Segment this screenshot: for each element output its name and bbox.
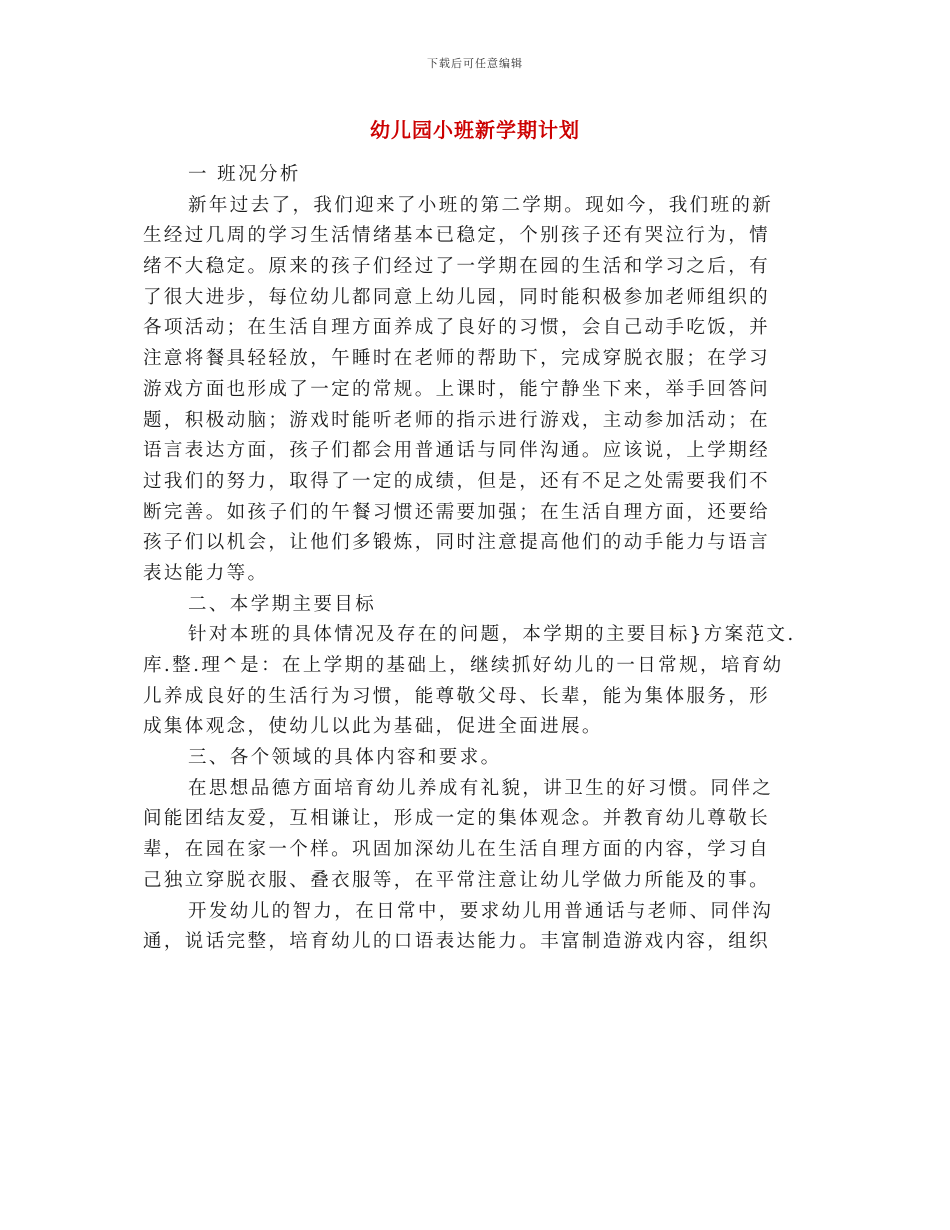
text-line: 新年过去了，我们迎来了小班的第二学期。现如今，我们班的新: [188, 194, 774, 216]
text-line: 己独立穿脱衣服、叠衣服等，在平常注意让幼儿学做力所能及的事。: [143, 869, 771, 891]
text-line: 辈，在园在家一个样。巩固加深幼儿在生活自理方面的内容，学习自: [143, 839, 771, 861]
text-line: 生经过几周的学习生活情绪基本已稳定，个别孩子还有哭泣行为，情: [143, 225, 771, 247]
text-line: 成集体观念，使幼儿以此为基础，促进全面进展。: [143, 716, 603, 738]
text-line: 游戏方面也形成了一定的常规。上课时，能宁静坐下来，举手回答问: [143, 378, 771, 400]
document-title: 幼儿园小班新学期计划: [370, 118, 580, 142]
text-line: 库.整.理^是：在上学期的基础上，继续抓好幼儿的一日常规，培育幼: [143, 655, 784, 676]
text-line: 二、本学期主要目标: [188, 593, 377, 615]
text-line: 在思想品德方面培育幼儿养成有礼貌，讲卫生的好习惯。同伴之: [188, 777, 774, 799]
text-line: 孩子们以机会，让他们多锻炼，同时注意提高他们的动手能力与语言: [143, 532, 771, 554]
text-line: 题，积极动脑；游戏时能听老师的指示进行游戏，主动参加活动；在: [143, 409, 771, 431]
text-line: 针对本班的具体情况及存在的问题，本学期的主要目标}方案范文.: [188, 624, 796, 646]
text-line: 各项活动；在生活自理方面养成了良好的习惯，会自己动手吃饭，并: [143, 317, 771, 339]
text-line: 间能团结友爱，互相谦让，形成一定的集体观念。并教育幼儿尊敬长: [143, 808, 771, 830]
text-line: 儿养成良好的生活行为习惯，能尊敬父母、长辈，能为集体服务，形: [143, 685, 771, 707]
text-line: 绪不大稳定。原来的孩子们经过了一学期在园的生活和学习之后，有: [143, 256, 771, 278]
text-line: 开发幼儿的智力，在日常中，要求幼儿用普通话与老师、同伴沟: [188, 900, 774, 922]
page-header: 下载后可任意编辑: [427, 57, 523, 70]
text-line: 表达能力等。: [143, 562, 269, 584]
document-body: [143, 160, 803, 958]
text-line: 一 班况分析: [188, 164, 301, 185]
text-line: 了很大进步，每位幼儿都同意上幼儿园，同时能积极参加老师组织的: [143, 286, 771, 308]
text-line: 注意将餐具轻轻放，午睡时在老师的帮助下，完成穿脱衣服；在学习: [143, 348, 771, 370]
text-line: 语言表达方面，孩子们都会用普通话与同伴沟通。应该说，上学期经: [143, 440, 771, 462]
text-line: 通，说话完整，培育幼儿的口语表达能力。丰富制造游戏内容，组织: [143, 931, 771, 953]
text-line: 过我们的努力，取得了一定的成绩，但是，还有不足之处需要我们不: [143, 470, 771, 492]
text-line: 断完善。如孩子们的午餐习惯还需要加强；在生活自理方面，还要给: [143, 501, 771, 523]
text-line: 三、各个领域的具体内容和要求。: [188, 747, 502, 769]
